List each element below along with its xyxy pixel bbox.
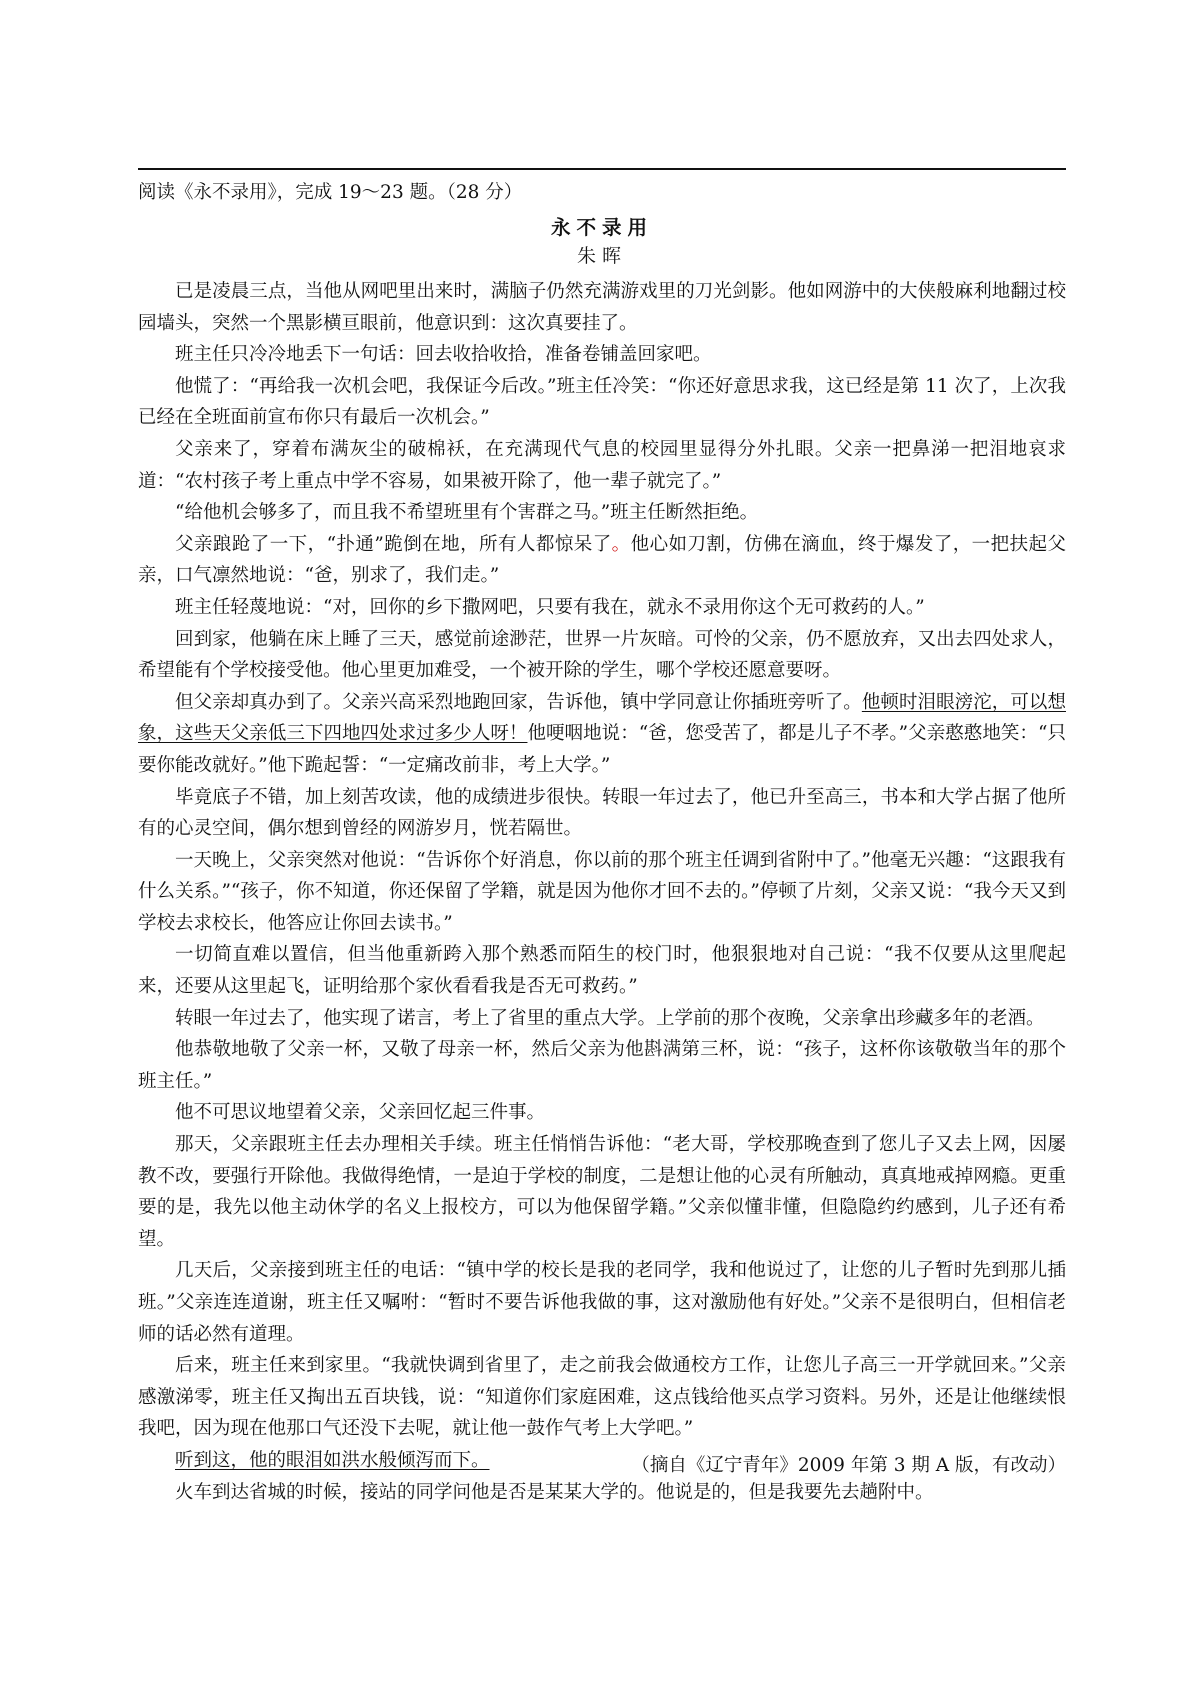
paragraph: 几天后，父亲接到班主任的电话：“镇中学的校长是我的老同学，我和他说过了，让您的儿子暂时先到那儿插班。”父亲连连道谢，班主任又嘱咐：“暂时不要告诉他我做的事，这对激励他有好处。”父亲不是很明白，但相信老师的话必然有道理。	[138, 1260, 1066, 1345]
paragraph: 班主任轻蔑地说：“对，回你的乡下撒网吧，只要有我在，就永不录用你这个无可救药的人。”	[175, 596, 925, 618]
paragraph: 班主任只冷冷地丢下一句话：回去收拾收拾，准备卷铺盖回家吧。	[175, 344, 712, 366]
paragraph: 毕竟底子不错，加上刻苦攻读，他的成绩进步很快。转眼一年过去了，他已升至高三，书本和大学占据了他所有的心灵空间，偶尔想到曾经的网游岁月，恍若隔世。	[138, 786, 1066, 840]
paragraph-text: 但父亲却真办到了。父亲兴高采烈地跑回家，告诉他，镇中学同意让你插班旁听了。	[175, 691, 862, 713]
paragraph: 他不可思议地望着父亲，父亲回忆起三件事。	[175, 1102, 546, 1124]
red-mark: 。	[611, 533, 631, 555]
article-author: 朱晖	[576, 245, 627, 267]
paragraph: 已是凌晨三点，当他从网吧里出来时，满脑子仍然充满游戏里的刀光剑影。他如网游中的大侠般麻利地翻过校园墙头，突然一个黑影横亘眼前，他意识到：这次真要挂了。	[138, 281, 1066, 334]
question-intro: 阅读《永不录用》，完成 19～23 题。（28 分）	[138, 182, 523, 203]
article-title: 永不录用	[550, 216, 653, 239]
paragraph	[138, 687, 1066, 782]
paragraph: 他恭敬地敬了父亲一杯，又敬了母亲一杯，然后父亲为他斟满第三杯，说：“孩子，这杯你该敬敬当年的那个班主任。”	[138, 1039, 1066, 1092]
paragraph: “给他机会够多了，而且我不希望班里有个害群之马。”班主任断然拒绝。	[175, 502, 759, 524]
paragraph-text: 他心如刀割，仿佛在滴血，终于爆发了，一把扶起父亲，口气凛然地说：“爸，别求了，我们走。”	[138, 533, 1066, 587]
paragraph-text: 父亲踉跄了一下，“扑通”跪倒在地，所有人都惊呆了	[175, 533, 612, 555]
paragraph: 后来，班主任来到家里。“我就快调到省里了，走之前我会做通校方工作，让您儿子高三一开学就回来。”父亲感激涕零，班主任又掏出五百块钱，说：“知道你们家庭困难，这点钱给他买点学习资料。另外，还是让他继续恨我吧，因为现在他那口气还没下去呢，就让他一鼓作气考上大学吧。”	[138, 1355, 1066, 1440]
paragraph: 那天，父亲跟班主任去办理相关手续。班主任悄悄告诉他：“老大哥，学校那晚查到了您儿子又去上网，因屡教不改，要强行开除他。我做得绝情，一是迫于学校的制度，二是想让他的心灵有所触动，真真地戒掉网瘾。更重要的是，我先以他主动休学的名义上报校方，可以为他保留学籍。”父亲似懂非懂，但隐隐约约感到，儿子还有希望。	[138, 1134, 1066, 1250]
article-body	[138, 276, 1066, 1508]
paragraph: 他慌了：“再给我一次机会吧，我保证今后改。”班主任冷笑：“你还好意思求我，这已经是第 11 次了，上次我已经在全班面前宣布你只有最后一次机会。”	[138, 375, 1066, 429]
paragraph: 一天晚上，父亲突然对他说：“告诉你个好消息，你以前的那个班主任调到省附中了。”他毫无兴趣：“这跟我有什么关系。”“孩子，你不知道，你还保留了学籍，就是因为他你才回不去的。”停顿了片刻，父亲又说：“我今天又到学校去求校长，他答应让你回去读书。”	[138, 849, 1066, 934]
paragraph	[138, 529, 1066, 592]
paragraph: 回到家，他躺在床上睡了三天，感觉前途渺茫，世界一片灰暗。可怜的父亲，仍不愿放弃，又出去四处求人，希望能有个学校接受他。他心里更加难受，一个被开除的学生，哪个学校还愿意要呀。	[138, 628, 1066, 682]
underlined-sentence: 听到这，他的眼泪如洪水般倾泻而下。	[175, 1449, 490, 1471]
paragraph: 一切简直难以置信，但当他重新跨入那个熟悉而陌生的校门时，他狠狠地对自己说：“我不仅要从这里爬起来，还要从这里起飞，证明给那个家伙看看我是否无可救药。”	[138, 944, 1066, 998]
paragraph: 转眼一年过去了，他实现了诺言，考上了省里的重点大学。上学前的那个夜晚，父亲拿出珍藏多年的老酒。	[175, 1007, 1045, 1029]
paragraph: 父亲来了，穿着布满灰尘的破棉袄，在充满现代气息的校园里显得分外扎眼。父亲一把鼻涕一把泪地哀求道：“农村孩子考上重点中学不容易，如果被开除了，他一辈子就完了。”	[138, 438, 1066, 492]
underlined-sentence: 他顿时泪眼滂沱，可以想象，这些天父亲低三下四地四处求过多少人呀！	[138, 691, 1066, 745]
source-citation: （摘自《辽宁青年》2009 年第 3 期 A 版，有改动）	[631, 1455, 1066, 1476]
header-rule	[138, 168, 1066, 170]
paragraph: 火车到达省城的时候，接站的同学问他是否是某某大学的。他说是的，但是我要先去趟附中。	[175, 1481, 934, 1503]
paragraph-text: 他哽咽地说：“爸，您受苦了，都是儿子不孝。”父亲憨憨地笑：“只要你能改就好。”他下跪起誓：“一定痛改前非，考上大学。”	[138, 723, 1066, 776]
